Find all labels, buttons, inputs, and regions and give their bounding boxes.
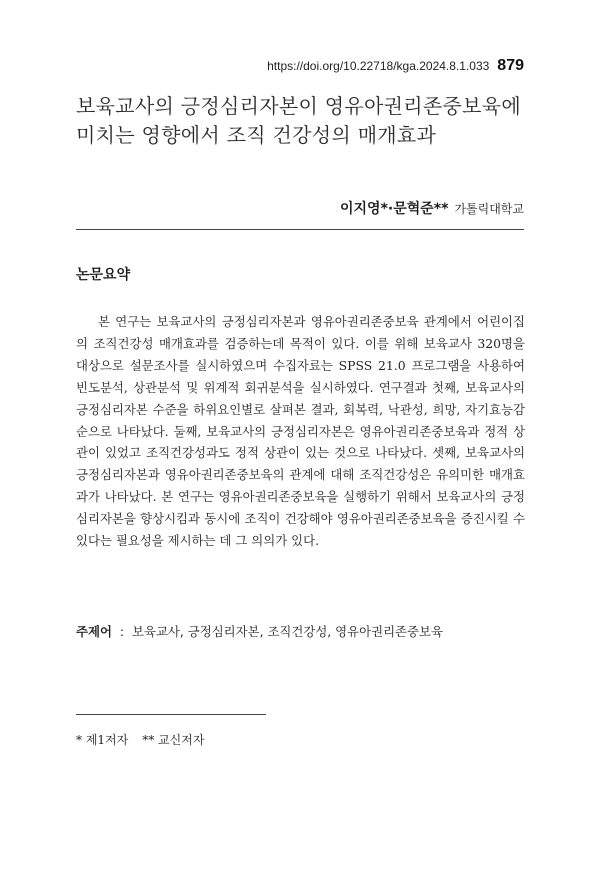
page-number: 879 [497, 57, 524, 74]
keywords-label: 주제어 [76, 624, 112, 639]
author-line [340, 198, 524, 218]
abstract-heading: 논문요약 [76, 267, 131, 283]
author-affiliation: 가톨릭대학교 [454, 202, 524, 216]
footnotes [76, 731, 204, 748]
author-names: 이지영*·문혁준** [340, 201, 449, 217]
doi-link[interactable]: https://doi.org/10.22718/kga.2024.8.1.033 [267, 59, 490, 73]
footnote-divider [76, 714, 266, 715]
keywords-list: 보육교사, 긍정심리자본, 조직건강성, 영유아권리존중보육 [132, 624, 443, 639]
footnote-corresponding-author: ** 교신저자 [142, 733, 205, 747]
keywords-line [76, 622, 443, 640]
footnote-first-author: * 제1저자 [76, 733, 129, 747]
page-header [267, 57, 524, 75]
keywords-separator: : [119, 624, 125, 639]
title-divider [76, 229, 524, 230]
paper-title: 보육교사의 긍정심리자본이 영유아권리존중보육에 미치는 영향에서 조직 건강성의 매개효과 [76, 94, 521, 147]
abstract-body: 본 연구는 보육교사의 긍정심리자본과 영유아권리존중보육 관계에서 어린이집의 조직건강성 매개효과를 검증하는데 목적이 있다. 이를 위해 보육교사 320명을 대상으로 설문조사를 실시하였으며 수집자료는 SPSS 21.0 프로그램을 사용하여 빈도분석, 상관분석 및 위계적 회귀분석을 실시하였다. 연구결과 첫째, 보육교사의 긍정심리자본 수준을 하위요인별로 살펴본 결과, 회복력, 낙관성, 희망, 자기효능감순으로 나타났다. 둘째, 보육교사의 긍정심리자본은 영유아권리존중보육과 정적 상관이 있었고 조직건강성과도 정적 상관이 있는 것으로 나타났다. 셋째, 보육교사의 긍정심리자본과 영유아권리존중보육의 관계에 대해 조직건강성은 유의미한 매개효과가 나타났다. 본 연구는 영유아권리존중보육을 실행하기 위해서 보육교사의 긍정심리자본을 향상시킴과 동시에 조직이 건강해야 영유아권리존중보육을 증진시킬 수 있다는 필요성을 제시하는 데 그 의의가 있다. [76, 314, 525, 549]
